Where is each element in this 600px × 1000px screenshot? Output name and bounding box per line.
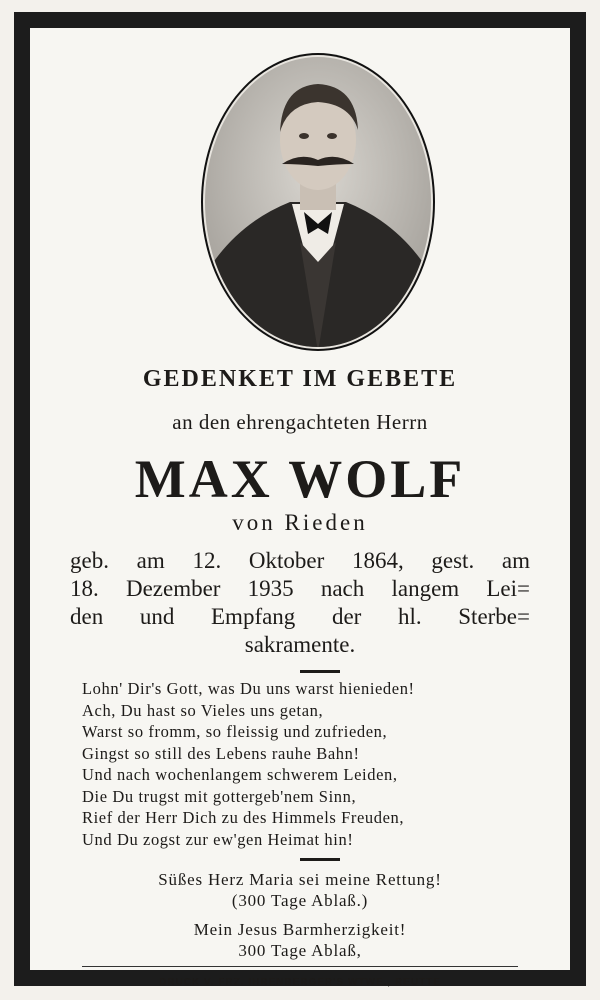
poem-line: Und nach wochenlangem schwerem Leiden, (82, 765, 398, 784)
poem-line: Die Du trugst mit gottergeb'nem Sinn, (82, 786, 357, 806)
divider (300, 670, 340, 673)
poem-line: Lohn' Dir's Gott, was Du uns warst hienieden! (82, 679, 415, 698)
prayer-line: 300 Tage Ablaß, (238, 941, 362, 960)
poem-line: Ach, Du hast so Vieles uns getan, (82, 700, 324, 720)
portrait-photo (200, 52, 436, 352)
deceased-name: MAX WOLF (134, 449, 466, 509)
divider (300, 858, 340, 861)
bio-line: 18. Dezember 1935 nach langem Lei= (70, 576, 530, 601)
memorial-card (14, 12, 586, 986)
card-paper (30, 28, 570, 988)
poem-line: Gingst so still des Lebens rauhe Bahn! (82, 743, 360, 763)
prayer-line: Mein Jesus Barmherzigkeit! (193, 920, 407, 939)
printer-credit: DRUCK V. FRZ. IHRENBERGER'S WTWE., REUTTE (159, 977, 441, 988)
dedication-line: an den ehrengachteten Herrn (172, 410, 428, 434)
poem-line: Warst so fromm, so fleissig und zufrieden, (82, 722, 388, 741)
bio-line: den und Empfang der hl. Sterbe= (70, 604, 530, 629)
poem (82, 678, 530, 850)
prayer-line: (300 Tage Ablaß.) (231, 891, 369, 910)
memorial-heading: GEDENKET IM GEBETE (142, 366, 458, 392)
origin-line: von Rieden (232, 510, 368, 535)
poem-line: Rief der Herr Dich zu des Himmels Freuden, (82, 808, 405, 827)
bio-line: sakramente. (244, 632, 356, 657)
prayer-line: Süßes Herz Maria sei meine Rettung! (158, 870, 442, 889)
poem-line: Und Du zogst zur ew'gen Heimat hin! (82, 829, 354, 849)
footer-rule (82, 966, 518, 967)
bio-line: geb. am 12. Oktober 1864, gest. am (70, 548, 530, 573)
